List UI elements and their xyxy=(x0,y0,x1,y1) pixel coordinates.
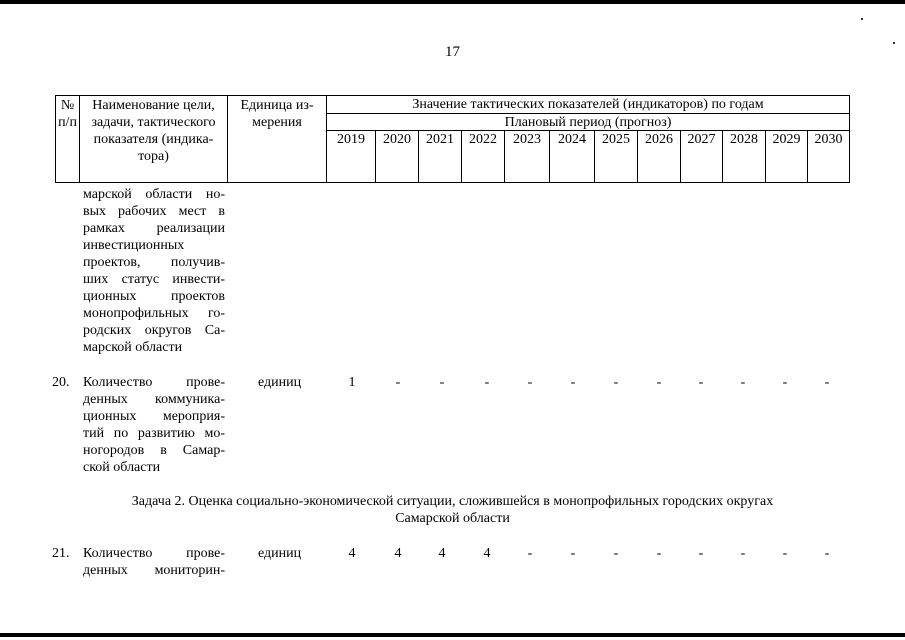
row-20-value-2029: - xyxy=(782,375,788,390)
row-21-value-2020: 4 xyxy=(394,546,402,561)
row-20-unit: единиц xyxy=(258,375,302,390)
header-period-title: Плановый период (прогноз) xyxy=(504,115,672,130)
row-20-value-2026: - xyxy=(656,375,662,390)
row-20-value-2027: - xyxy=(698,375,704,390)
row-20-value-2024: - xyxy=(570,375,576,390)
row-20-value-2019: 1 xyxy=(348,375,356,390)
year-2027: 2027 xyxy=(687,132,716,147)
header-name-col: Наименование цели, задачи, тактического показателя (индика- тора) xyxy=(91,98,216,164)
row-21-value-2024: - xyxy=(570,546,576,561)
row-21-num: 21. xyxy=(52,546,70,561)
row-20-value-2030: - xyxy=(824,375,830,390)
year-2024: 2024 xyxy=(558,132,586,147)
year-2029: 2029 xyxy=(772,132,801,147)
row-21-value-2022: 4 xyxy=(483,546,491,561)
year-2030: 2030 xyxy=(814,132,843,147)
row-20-value-2022: - xyxy=(484,375,490,390)
year-2023: 2023 xyxy=(513,132,541,147)
scan-border-bottom xyxy=(0,633,905,637)
year-2020: 2020 xyxy=(383,132,411,147)
row-21-value-2026: - xyxy=(656,546,662,561)
scan-border-top xyxy=(0,0,905,4)
row-20-num: 20. xyxy=(52,375,70,390)
continued-row-name: марской области но- вых рабочих мест в рамках реализации инвестиционных проектов, получив- ших статус инвести- ционных проектов монопрофильных го- родских округов Са- марской области xyxy=(83,187,225,355)
year-2025: 2025 xyxy=(602,132,630,147)
row-21-value-2023: - xyxy=(527,546,533,561)
row-21-value-2021: 4 xyxy=(438,546,446,561)
row-21-name: Количество прове- денных мониторин- xyxy=(83,546,225,578)
row-21-value-2030: - xyxy=(824,546,830,561)
row-20-value-2021: - xyxy=(439,375,445,390)
task-2-heading: Задача 2. Оценка социально-экономической ситуации, сложившейся в монопрофильных городских округах Самарской области xyxy=(131,494,774,526)
row-20-value-2020: - xyxy=(395,375,401,390)
year-2022: 2022 xyxy=(469,132,497,147)
row-21-value-2029: - xyxy=(782,546,788,561)
year-2026: 2026 xyxy=(645,132,673,147)
header-num-col: № п/п xyxy=(58,98,77,130)
row-20-value-2025: - xyxy=(613,375,619,390)
row-20-value-2023: - xyxy=(527,375,533,390)
row-21-unit: единиц xyxy=(258,546,302,561)
row-21-value-2025: - xyxy=(613,546,619,561)
row-21-value-2019: 4 xyxy=(348,546,356,561)
row-21-value-2028: - xyxy=(740,546,746,561)
page-number: 17 xyxy=(445,44,460,60)
row-21-value-2027: - xyxy=(698,546,704,561)
year-2019: 2019 xyxy=(337,132,365,147)
year-2028: 2028 xyxy=(730,132,758,147)
header-unit-col: Единица из- мерения xyxy=(240,98,314,130)
row-20-value-2028: - xyxy=(740,375,746,390)
row-20-name: Количество прове- денных коммуника- ционных мероприя- тий по развитию мо- ногородов в Самар- ской области xyxy=(83,375,225,475)
header-values-title: Значение тактических показателей (индикаторов) по годам xyxy=(412,97,764,112)
year-2021: 2021 xyxy=(426,132,454,147)
